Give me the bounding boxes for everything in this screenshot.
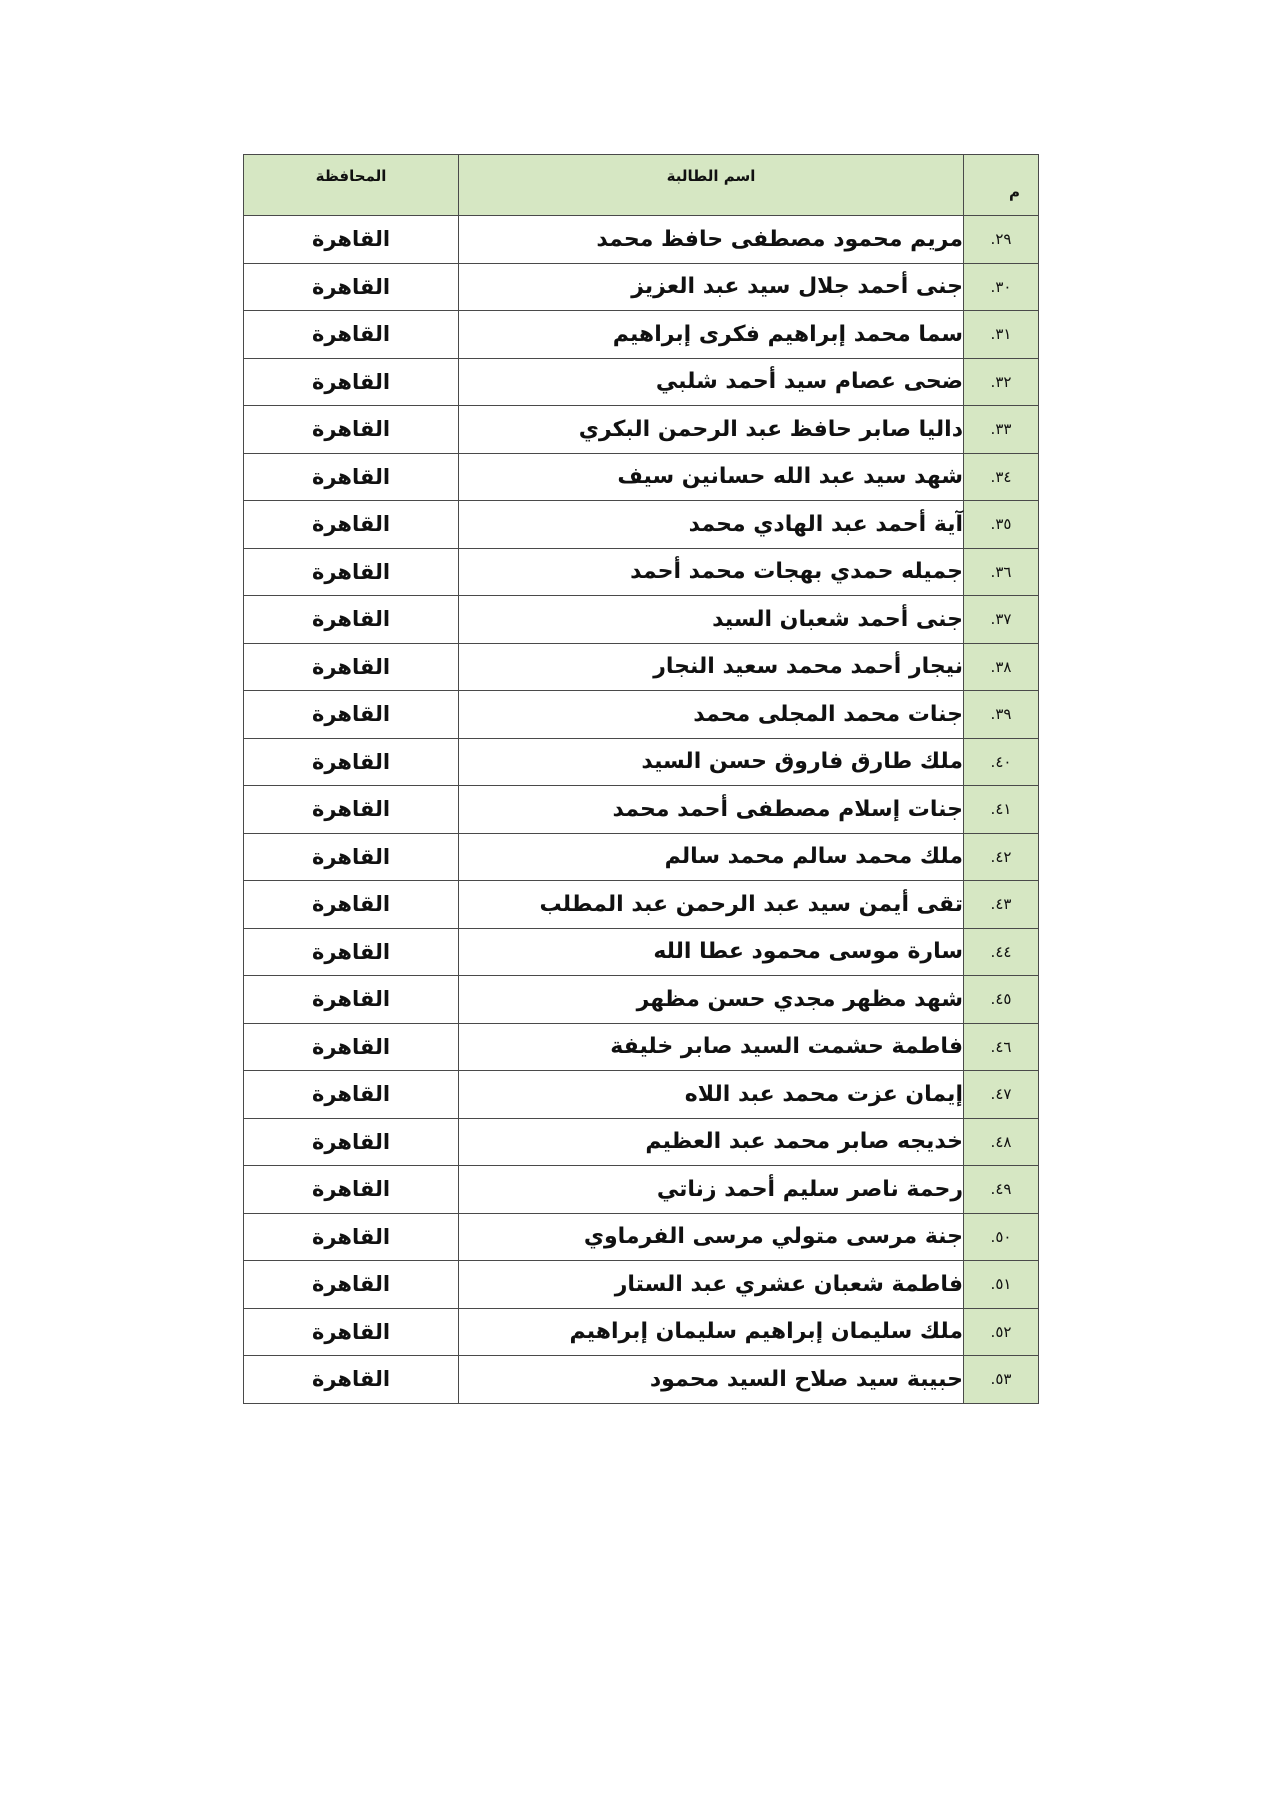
- table-row: [244, 1023, 1039, 1071]
- governorate: القاهرة: [244, 548, 459, 596]
- row-number: ٥٠.: [964, 1213, 1039, 1261]
- student-name: جنى أحمد جلال سيد عبد العزيز: [459, 263, 964, 311]
- table-row: [244, 1356, 1039, 1404]
- governorate: القاهرة: [244, 406, 459, 454]
- row-number: ٤٣.: [964, 881, 1039, 929]
- row-number: ٤٤.: [964, 928, 1039, 976]
- table-row: [244, 358, 1039, 406]
- header-row: [244, 155, 1039, 216]
- student-name: حبيبة سيد صلاح السيد محمود: [459, 1356, 964, 1404]
- governorate: القاهرة: [244, 1023, 459, 1071]
- table-row: [244, 881, 1039, 929]
- governorate: القاهرة: [244, 691, 459, 739]
- header-number: م: [964, 155, 1039, 216]
- governorate: القاهرة: [244, 453, 459, 501]
- row-number: ٤٢.: [964, 833, 1039, 881]
- student-name: شهد مظهر مجدي حسن مظهر: [459, 976, 964, 1024]
- table-row: [244, 216, 1039, 264]
- table-row: [244, 691, 1039, 739]
- table-row: [244, 1071, 1039, 1119]
- table-row: [244, 833, 1039, 881]
- row-number: ٣٦.: [964, 548, 1039, 596]
- header-governorate: المحافظة: [244, 155, 459, 216]
- governorate: القاهرة: [244, 738, 459, 786]
- table-row: [244, 1308, 1039, 1356]
- table-row: [244, 976, 1039, 1024]
- governorate: القاهرة: [244, 216, 459, 264]
- student-name: داليا صابر حافظ عبد الرحمن البكري: [459, 406, 964, 454]
- governorate: القاهرة: [244, 1308, 459, 1356]
- row-number: ٣٠.: [964, 263, 1039, 311]
- row-number: ٣٧.: [964, 596, 1039, 644]
- table-row: [244, 501, 1039, 549]
- table-row: [244, 453, 1039, 501]
- governorate: القاهرة: [244, 1166, 459, 1214]
- table-body: [244, 216, 1039, 1404]
- table-row: [244, 738, 1039, 786]
- row-number: ٤٦.: [964, 1023, 1039, 1071]
- student-name: جميله حمدي بهجات محمد أحمد: [459, 548, 964, 596]
- student-name: فاطمة حشمت السيد صابر خليفة: [459, 1023, 964, 1071]
- governorate: القاهرة: [244, 1213, 459, 1261]
- table-row: [244, 263, 1039, 311]
- row-number: ٣٩.: [964, 691, 1039, 739]
- student-name: فاطمة شعبان عشري عبد الستار: [459, 1261, 964, 1309]
- table-row: [244, 1261, 1039, 1309]
- governorate: القاهرة: [244, 976, 459, 1024]
- student-name: نيجار أحمد محمد سعيد النجار: [459, 643, 964, 691]
- table-row: [244, 643, 1039, 691]
- governorate: القاهرة: [244, 1071, 459, 1119]
- governorate: القاهرة: [244, 311, 459, 359]
- row-number: ٣٨.: [964, 643, 1039, 691]
- table-row: [244, 1166, 1039, 1214]
- row-number: ٣٥.: [964, 501, 1039, 549]
- student-name: شهد سيد عبد الله حسانين سيف: [459, 453, 964, 501]
- governorate: القاهرة: [244, 833, 459, 881]
- governorate: القاهرة: [244, 263, 459, 311]
- student-name: ملك محمد سالم محمد سالم: [459, 833, 964, 881]
- header-student-name: اسم الطالبة: [459, 155, 964, 216]
- table-row: [244, 1213, 1039, 1261]
- row-number: ٤٥.: [964, 976, 1039, 1024]
- governorate: القاهرة: [244, 1118, 459, 1166]
- student-name: جنات إسلام مصطفى أحمد محمد: [459, 786, 964, 834]
- row-number: ٤٨.: [964, 1118, 1039, 1166]
- student-name: رحمة ناصر سليم أحمد زناتي: [459, 1166, 964, 1214]
- student-name: إيمان عزت محمد عبد اللاه: [459, 1071, 964, 1119]
- student-roster-table: [243, 154, 1039, 1404]
- row-number: ٤٧.: [964, 1071, 1039, 1119]
- row-number: ٥٣.: [964, 1356, 1039, 1404]
- governorate: القاهرة: [244, 358, 459, 406]
- student-name: آية أحمد عبد الهادي محمد: [459, 501, 964, 549]
- student-name: خديجه صابر محمد عبد العظيم: [459, 1118, 964, 1166]
- table-row: [244, 406, 1039, 454]
- row-number: ٤٠.: [964, 738, 1039, 786]
- governorate: القاهرة: [244, 501, 459, 549]
- governorate: القاهرة: [244, 596, 459, 644]
- student-name: جنى أحمد شعبان السيد: [459, 596, 964, 644]
- student-name: مريم محمود مصطفى حافظ محمد: [459, 216, 964, 264]
- governorate: القاهرة: [244, 643, 459, 691]
- row-number: ٣١.: [964, 311, 1039, 359]
- governorate: القاهرة: [244, 1356, 459, 1404]
- governorate: القاهرة: [244, 881, 459, 929]
- student-name: ملك طارق فاروق حسن السيد: [459, 738, 964, 786]
- table-row: [244, 786, 1039, 834]
- row-number: ٣٣.: [964, 406, 1039, 454]
- table-row: [244, 1118, 1039, 1166]
- student-name: سما محمد إبراهيم فكرى إبراهيم: [459, 311, 964, 359]
- governorate: القاهرة: [244, 928, 459, 976]
- row-number: ٥١.: [964, 1261, 1039, 1309]
- row-number: ٥٢.: [964, 1308, 1039, 1356]
- governorate: القاهرة: [244, 786, 459, 834]
- row-number: ٣٤.: [964, 453, 1039, 501]
- table-row: [244, 548, 1039, 596]
- table-row: [244, 928, 1039, 976]
- row-number: ٤١.: [964, 786, 1039, 834]
- table-header: [244, 155, 1039, 216]
- student-name: ضحى عصام سيد أحمد شلبي: [459, 358, 964, 406]
- row-number: ٢٩.: [964, 216, 1039, 264]
- student-name: ملك سليمان إبراهيم سليمان إبراهيم: [459, 1308, 964, 1356]
- row-number: ٣٢.: [964, 358, 1039, 406]
- row-number: ٤٩.: [964, 1166, 1039, 1214]
- student-name: تقى أيمن سيد عبد الرحمن عبد المطلب: [459, 881, 964, 929]
- table-row: [244, 596, 1039, 644]
- table-row: [244, 311, 1039, 359]
- student-name: جنة مرسى متولي مرسى الفرماوي: [459, 1213, 964, 1261]
- governorate: القاهرة: [244, 1261, 459, 1309]
- student-name: سارة موسى محمود عطا الله: [459, 928, 964, 976]
- student-name: جنات محمد المجلى محمد: [459, 691, 964, 739]
